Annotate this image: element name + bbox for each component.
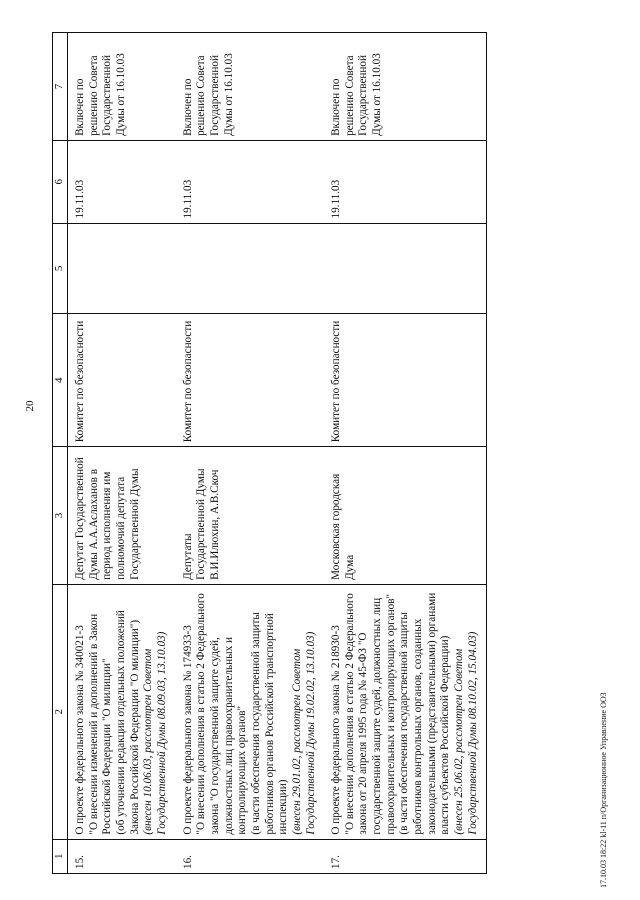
empty-cell	[324, 223, 487, 314]
bill-note: (внесен 10.06.03, рассмотрен Советом Государственной Думы 08.09.03, 13.10.03)	[142, 631, 168, 835]
bill-note: (внесен 29.01.02, рассмотрен Советом Государственной Думы 19.02.02, 13.10.03)	[290, 631, 317, 835]
bill-name: "О внесении изменений и дополнений в Закон Российской Федерации "О милиции"	[87, 613, 114, 835]
table-row	[68, 33, 176, 874]
row-number: 16.	[176, 839, 325, 873]
rotated-page	[24, 18, 616, 888]
page-number: 20	[24, 400, 36, 412]
author-cell: Московская городская Дума	[324, 447, 487, 585]
bills-table	[52, 32, 487, 874]
column-header: 6	[53, 140, 68, 223]
bill-number: О проекте федерального закона № 340021-3	[74, 625, 86, 835]
table-row	[324, 33, 487, 874]
bill-subject: (об уточнении редакции отдельных положений Закона Российской Федерации "О милиции")	[114, 610, 141, 835]
bill-title-cell	[176, 584, 325, 839]
footer-note: 17.10.03 18:22 kl-11 п/Организационное Управление ООЗ	[599, 692, 608, 888]
column-header: 5	[53, 223, 68, 314]
empty-cell	[176, 223, 325, 314]
bill-name: "О внесении дополнения в статью 2 Федерального закона от 20 апреля 1995 года № 45-ФЗ "О государственной защите судей, должностных лиц правоохранительных и контролирующих органов"	[343, 593, 397, 835]
bill-note: (внесен 25.06.02, рассмотрен Советом Государственной Думы 08.10.02, 15.04.03)	[453, 631, 479, 835]
date-cell: 19.11.03	[68, 140, 176, 223]
bill-number: О проекте федерального закона № 174933-3	[181, 625, 194, 835]
bill-name: "О внесении дополнения в статью 2 Федерального закона "О государственной защите судей, должностных лиц правоохранительных и контролирующих органов"	[195, 593, 249, 835]
bill-title-cell	[68, 584, 176, 839]
column-number-row	[53, 33, 68, 874]
date-cell: 19.11.03	[176, 140, 325, 223]
column-header: 2	[53, 584, 68, 839]
bill-subject: (в части обеспечения государственной защиты работников контрольных органов, созданных законодательными (представительными) органами власти субъектов Российской Федерации)	[398, 592, 452, 835]
committee-cell: Комитет по безопасности	[176, 314, 325, 447]
author-cell: Депутат Государственной Думы А.А.Аслаханов в период исполнения им полномочий депутата Государственной Думы	[68, 447, 176, 585]
bill-subject: (в части обеспечения государственной защиты работников органов Российской транспортной инспекции)	[249, 612, 290, 835]
row-number: 15.	[68, 839, 176, 873]
decision-cell: Включен по решению Совета Государственной Думы от 16.10.03	[176, 33, 325, 141]
table-row	[176, 33, 325, 874]
bill-title-cell	[324, 584, 487, 839]
column-header: 4	[53, 314, 68, 447]
column-header: 3	[53, 447, 68, 585]
decision-cell: Включен по решению Совета Государственной Думы от 16.10.03	[324, 33, 487, 141]
row-number: 17.	[324, 839, 487, 873]
decision-cell: Включен по решению Совета Государственной Думы от 16.10.03	[68, 33, 176, 141]
committee-cell: Комитет по безопасности	[68, 314, 176, 447]
bill-number: О проекте федерального закона № 218930-3	[330, 625, 343, 835]
date-cell: 19.11.03	[324, 140, 487, 223]
column-header: 1	[53, 839, 68, 873]
column-header: 7	[53, 33, 68, 141]
empty-cell	[68, 223, 176, 314]
committee-cell: Комитет по безопасности	[324, 314, 487, 447]
author-cell: Депутаты Государственной Думы В.И.Илюхин, А.В.Скоч	[176, 447, 325, 585]
